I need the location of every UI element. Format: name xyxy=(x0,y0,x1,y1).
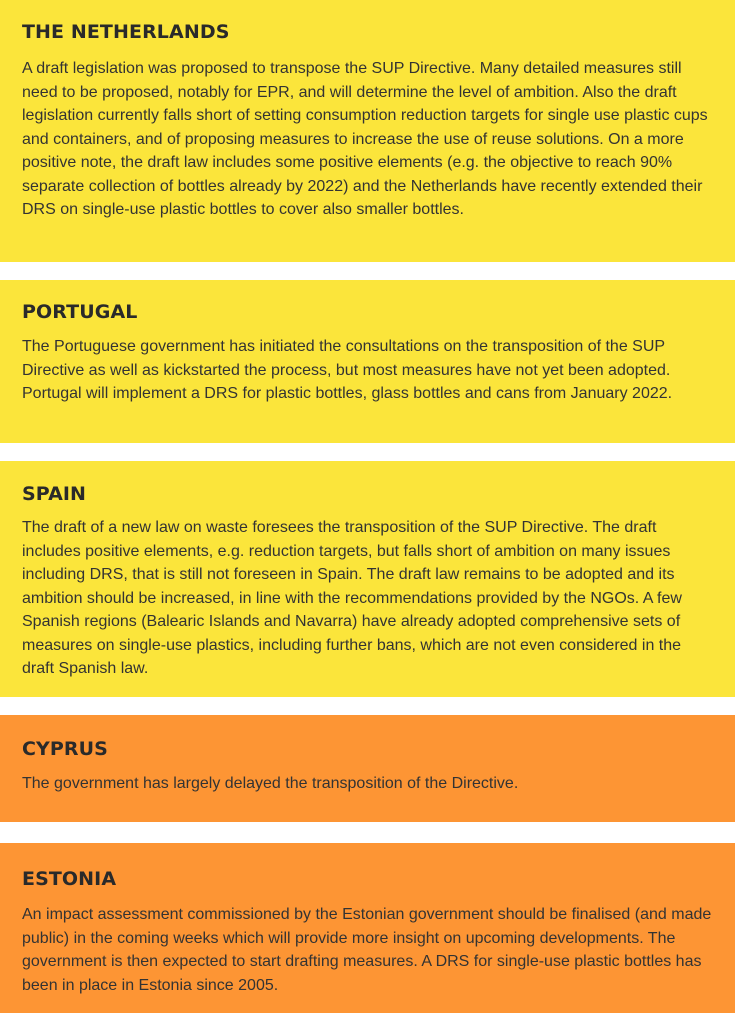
section-title: ESTONIA xyxy=(22,868,117,890)
section-title: PORTUGAL xyxy=(22,301,138,323)
section-netherlands xyxy=(0,0,735,262)
section-portugal xyxy=(0,280,735,443)
section-title: CYPRUS xyxy=(22,738,108,760)
section-text: The draft of a new law on waste foresees the transposition of the SUP Directive. The draft includes positive elements, e.g. reduction targets, but falls short of ambition on many issues including DRS, that is still not foreseen in Spain. The draft law remains to be adopted and its ambition should be increased, in line with the recommendations provided by the NGOs. A few Spanish regions (Balearic Islands and Navarra) have already adopted comprehensive sets of measures on single-use plastics, including further bans, which are not even considered in the draft Spanish law. xyxy=(22,519,682,677)
section-title: THE NETHERLANDS xyxy=(22,21,230,43)
section-text: The Portuguese government has initiated the consultations on the transposition of the SUP Directive as well as kickstarted the process, but most measures have not yet been adopted. Portugal will implement a DRS for plastic bottles, glass bottles and cans from January 2022. xyxy=(22,338,673,402)
section-text: A draft legislation was proposed to transpose the SUP Directive. Many detailed measures still need to be proposed, notably for EPR, and will determine the level of ambition. Also the draft legislation currently falls short of setting consumption reduction targets for single use plastic cups and containers, and of proposing measures to increase the use of reuse solutions. On a more positive note, the draft law includes some positive elements (e.g. the objective to reach 90% separate collection of bottles already by 2022) and the Netherlands have recently extended their DRS on single-use plastic bottles to cover also smaller bottles. xyxy=(22,60,708,218)
section-spain xyxy=(0,461,735,697)
section-text: The government has largely delayed the transposition of the Directive. xyxy=(22,775,519,792)
section-estonia xyxy=(0,843,735,1013)
section-cyprus xyxy=(0,715,735,822)
section-title: SPAIN xyxy=(22,483,87,505)
section-text: An impact assessment commissioned by the Estonian government should be finalised (and made public) in the coming weeks which will provide more insight on upcoming developments. The government is then expected to start drafting measures. A DRS for single-use plastic bottles has been in place in Estonia since 2005. xyxy=(22,906,712,994)
